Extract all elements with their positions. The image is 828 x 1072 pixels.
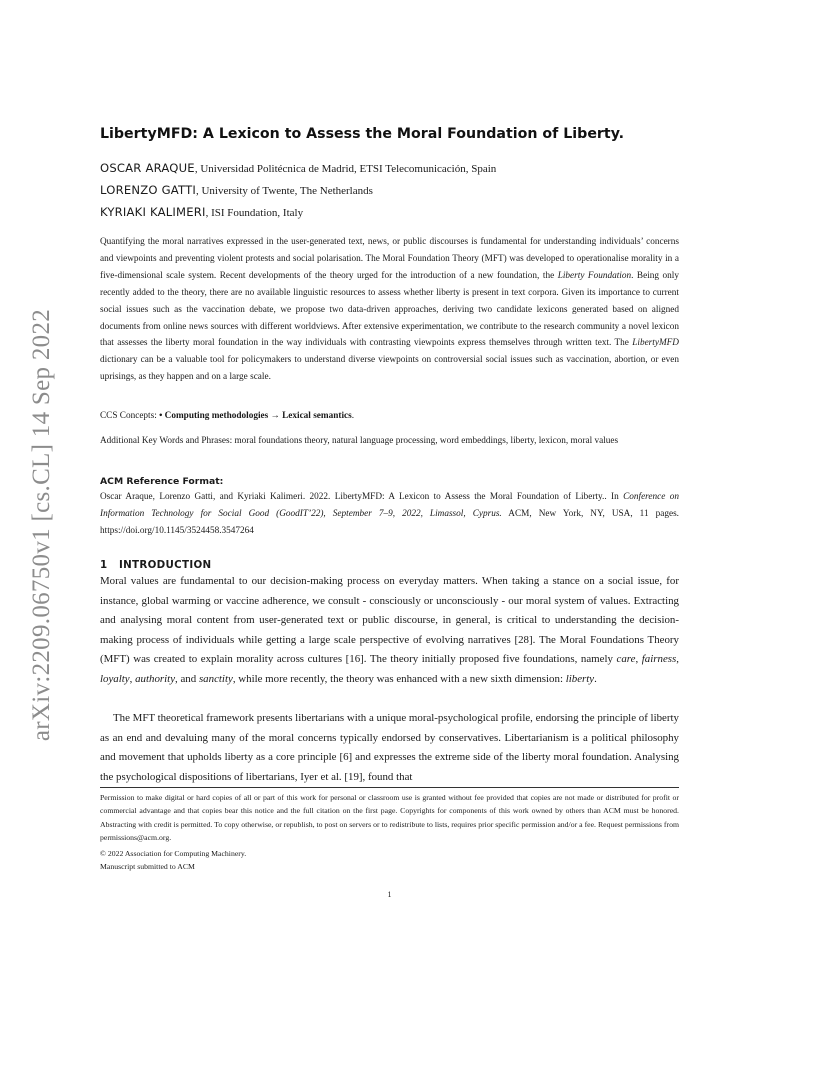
foundation-term: sanctity [198,672,233,685]
foundation-term: fairness [641,653,677,665]
abstract-emphasis: LibertyMFD [632,338,679,349]
page-number: 1 [387,890,392,899]
author-affiliation: , ISI Foundation, Italy [205,207,304,219]
foundation-term: care [616,653,636,665]
author-name: KYRIAKI KALIMERI [100,205,206,219]
author-affiliation: , Universidad Politécnica de Madrid, ETSI Telecomunicación, Spain [194,163,497,175]
ccs-label: CCS Concepts: [100,411,160,421]
ccs-subconcept: Lexical semantics [282,411,352,421]
abstract [100,234,679,386]
reference-format-heading: ACM Reference Format: [100,476,224,487]
paper-title: LibertyMFD: A Lexicon to Assess the Moral Foundation of Liberty. [100,126,625,142]
foundation-term: loyalty [100,672,130,685]
footnote-divider [100,787,679,788]
intro-paragraph: The MFT theoretical framework presents libertarians with a unique moral-psychological profile, endorsing the principle of liberty as an end and devaluing many of the moral concerns typically endorsed by conservatives. Libertarianism is a political philosophy and movement that upholds liberty as a core principle [6] and expresses the extreme side of the liberty moral foundation. Analysing the psychological dispositions of libertarians, Iyer et al. [19], found that [100,712,679,783]
separator: , [129,672,136,685]
section-heading [100,559,211,571]
body-text: . [594,672,597,685]
abstract-text: Quantifying the moral narratives expressed in the user-generated text, news, or public discourses is fundamental for understanding individuals’ concerns and viewpoints and preventing violent protests and social polarisation. The Moral Foundation Theory (MFT) was developed to operationalise morality in a five-dimensional scale system. Recent developments of the theory urged for the introduction of a new foundation, the [100,237,679,281]
body-text: Moral values are fundamental to our decision-making process on everyday matters. When taking a stance on a social issue, for instance, global warming or vaccine adherence, we consult - consciously or unconsciously - our moral system of values. Extracting and analysing moral content from user-generated text or public discourse, in general, is critical to understanding the decision-making process of individuals while getting a large scale perspective of evolving narratives [28]. The Moral Foundations Theory (MFT) was created to explain morality across cultures [16]. The theory initially proposed five foundations, namely [100,575,679,665]
author-line [100,161,496,175]
arxiv-identifier [22,290,62,760]
abstract-text: . Being only recently added to the theory, there are no available linguistic resources to assess whether liberty is present in text corpora. Given its importance to current social issues such as the vaccination debate, we propose two data-driven approaches, deriving two candidate lexicons generated based on aligned documents from online news sources with different worldviews. After extensive experimentation, we contribute to the research community a novel lexicon that assesses the liberty moral foundation in the way individuals with contrasting viewpoints express themselves through written text. The [100,270,679,349]
reference-text: Oscar Araque, Lorenzo Gatti, and Kyriaki Kalimeri. 2022. LibertyMFD: A Lexicon to Assess the Moral Foundation of Liberty.. In [100,492,624,502]
ccs-concept: Computing methodologies [162,411,269,421]
intro-paragraph [100,572,679,689]
arxiv-identifier-text: arXiv:2209.06750v1 [cs.CL] 14 Sep 2022 [28,308,55,742]
permission-notice: Permission to make digital or hard copies of all or part of this work for personal or classroom use is granted without fee provided that copies are not made or distributed for profit or commercial advantage and that copies bear this notice and the full citation on the first page. Copyrights for components of this work owned by others than ACM must be honored. Abstracting with credit is permitted. To copy otherwise, or republish, to post on servers or to redistribute to lists, requires prior specific permission and/or a fee. Request permissions from permissions@acm.org. [100,793,679,843]
ccs-arrow: → [268,411,283,421]
separator: , [635,653,642,665]
author-name: LORENZO GATTI [100,183,196,197]
ccs-end: . [351,411,355,421]
abstract-text: dictionary can be a valuable tool for policymakers to understand diverse viewpoints on controversial social issues such as vaccination, abortion, or even uprisings, as they happen and on a large scale. [100,355,679,383]
section-title: INTRODUCTION [119,559,212,571]
ccs-bullet: • [159,411,163,421]
reference-venue: Conference on Information Technology for Social Good (GoodIT’22), September 7–9, 2022, Limassol, Cyprus. [100,492,679,519]
abstract-emphasis: Liberty Foundation [557,270,632,281]
separator: , [676,653,679,665]
keywords: Additional Key Words and Phrases: moral foundations theory, natural language processing, word embeddings, liberty, lexicon, moral values [100,436,619,446]
reference-text: ACM, New York, NY, USA, 11 pages. https://doi.org/10.1145/3524458.3547264 [100,508,679,536]
author-line [100,183,373,197]
section-number: 1 [100,559,108,571]
foundation-term: authority [135,672,176,685]
author-affiliation: , University of Twente, The Netherlands [195,185,373,197]
body-text: , while more recently, the theory was enhanced with a new sixth dimension: [232,672,566,685]
author-line [100,205,303,219]
ccs-concepts [100,408,679,425]
foundation-term: liberty [565,672,595,685]
copyright-notice: © 2022 Association for Computing Machinery. [100,849,247,858]
author-name: OSCAR ARAQUE [100,161,195,175]
manuscript-notice: Manuscript submitted to ACM [100,862,195,871]
reference-format [100,489,679,540]
separator: , and [175,672,199,685]
